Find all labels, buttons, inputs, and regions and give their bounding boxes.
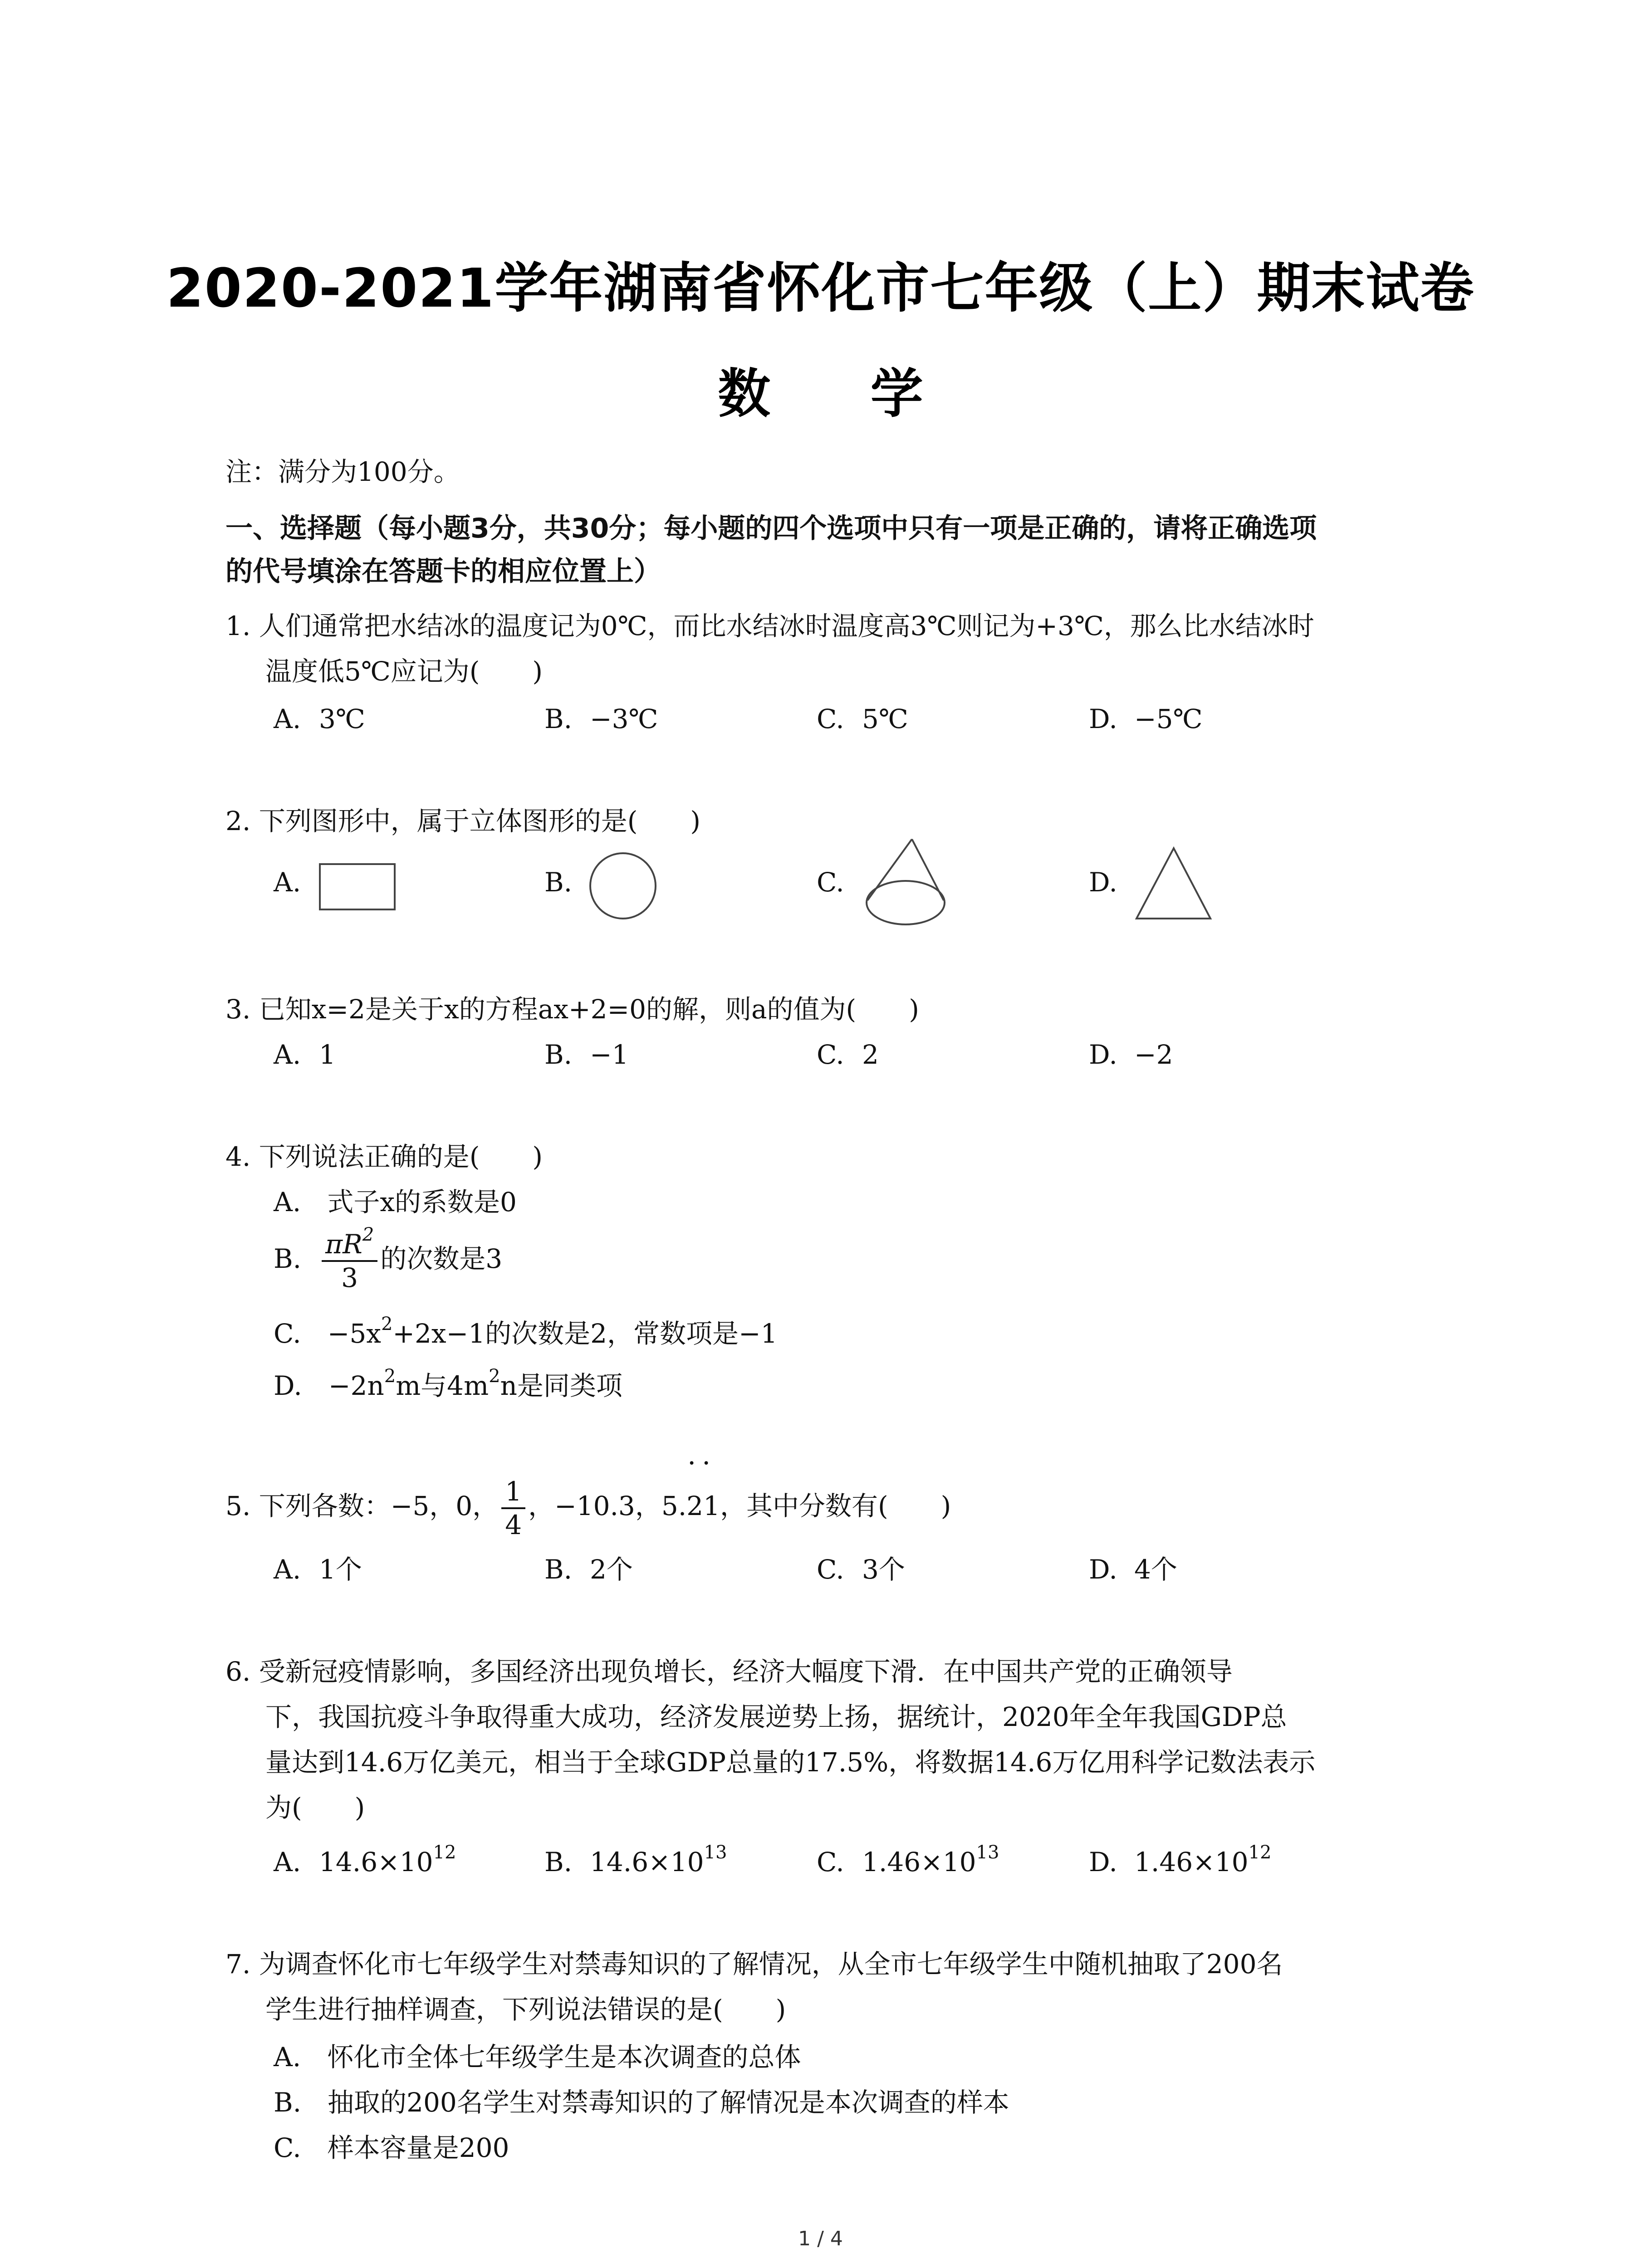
question-text: 5. 下列各数：−5，0， [225,1491,499,1521]
page-number: 1 / 4 [798,2227,843,2250]
fraction [501,1476,525,1541]
option-label: B. [544,1847,573,1877]
q7-option-c: C. 样本容量是200 [274,2132,509,2163]
exponent: 13 [704,1842,727,1863]
option-label: B. [544,1554,573,1585]
section-heading-line2: 的代号填涂在答题卡的相应位置上） [225,556,661,587]
question-text: ，−10.3，5. [528,1491,687,1521]
option-text: −1 [590,1039,629,1070]
exponent: 2 [489,1366,500,1387]
option-text: 1 [319,1039,336,1070]
option-text: 14.6×10 [590,1847,704,1877]
option-text: 1.46×10 [1134,1847,1249,1877]
option-label: B. [274,1243,302,1274]
option-text: 2 [862,1039,879,1070]
option-label: A. [274,1039,301,1070]
option-text: C. −5x [274,1318,381,1349]
repeating-digits: 21 [686,1491,720,1521]
q3-option-b [544,1036,629,1073]
question-text: ，其中分数有( ) [720,1491,951,1521]
q7-line2: 学生进行抽样调查，下列说法错误的是( ) [265,1994,786,2025]
option-text: m与4m [396,1370,489,1401]
q7-line1: 7. 为调查怀化市七年级学生对禁毒知识的了解情况，从全市七年级学生中随机抽取了200名 [225,1949,1283,1980]
triangle-shape [1136,848,1210,919]
option-text: 3个 [862,1554,905,1585]
q6-line2: 下，我国抗疫斗争取得重大成功，经济发展逆势上扬，据统计，2020年全年我国GDP总 [265,1701,1287,1732]
option-text: 3℃ [319,704,365,734]
q1-line1: 1. 人们通常把水结冰的温度记为0℃，而比水结冰时温度高3℃则记为+3℃，那么比水结冰时 [225,611,1314,641]
q3-option-d [1089,1036,1173,1073]
q3-option-a [274,1036,336,1073]
option-label: D. [1089,1554,1117,1585]
q6-line1: 6. 受新冠疫情影响，多国经济出现负增长，经济大幅度下滑．在中国共产党的正确领导 [225,1656,1233,1687]
q5-option-c [817,1551,905,1588]
option-label: A. [274,1847,301,1877]
section-heading-line1: 一、选择题（每小题3分，共30分；每小题的四个选项中只有一项是正确的，请将正确选项 [225,513,1317,544]
cone-shape [867,839,945,924]
option-text: +2x−1的次数是2，常数项是−1 [392,1318,778,1349]
exam-note: 注：满分为100分。 [225,456,460,487]
q6-line4: 为( ) [265,1792,365,1823]
numerator-text: πR [325,1228,362,1260]
exponent: 13 [976,1842,999,1863]
exponent: 2 [384,1366,396,1387]
q4-option-d [274,1368,622,1404]
q4-option-c [274,1315,778,1352]
q5-line1 [225,1447,951,1541]
q6-option-d [1089,1844,1271,1880]
option-text: −2 [1134,1039,1173,1070]
option-label: D. [1089,1847,1117,1877]
option-text: 2个 [590,1554,633,1585]
circle-shape [590,853,656,919]
option-label: B. [544,704,573,734]
q4-option-a: A. 式子x的系数是0 [274,1187,517,1217]
exponent: 2 [381,1314,393,1334]
exponent: 12 [433,1842,456,1863]
q2-label-b: B. [544,867,573,898]
option-text: 4个 [1134,1554,1177,1585]
option-label: C. [817,704,844,734]
page-title: 2020-2021学年湖南省怀化市七年级（上）期末试卷 [166,257,1475,319]
rectangle-shape [320,864,395,909]
option-text: 5℃ [862,704,908,734]
q5-option-b [544,1551,633,1588]
option-text: 的次数是3 [380,1243,503,1274]
option-label: C. [817,1847,844,1877]
q4-line1: 4. 下列说法正确的是( ) [225,1141,543,1172]
q1-line2: 温度低5℃应记为( ) [265,656,543,687]
q6-option-b [544,1844,727,1880]
fraction-denominator: 3 [341,1262,358,1293]
option-text: 1.46×10 [862,1847,976,1877]
q4-option-b [274,1225,502,1294]
q6-line3: 量达到14.6万亿美元，相当于全球GDP总量的17.5%，将数据14.6万亿用科学记数法表示 [265,1747,1316,1778]
option-label: C. [817,1554,844,1585]
q5-option-d [1089,1551,1177,1588]
q2-label-c: C. [817,867,844,898]
option-text: 1个 [319,1554,362,1585]
option-label: D. [1089,704,1117,734]
option-label: B. [544,1039,573,1070]
repeat-dot: · [702,1447,711,1479]
exponent: 2 [362,1224,374,1245]
q5-option-a [274,1551,362,1588]
q3-option-c [817,1036,879,1073]
q3-line1: 3. 已知x=2是关于x的方程ax+2=0的解，则a的值为( ) [225,994,919,1025]
option-text: n是同类项 [500,1370,622,1401]
q2-label-a: A. [274,867,301,898]
fraction-denominator: 4 [505,1509,522,1540]
repeat-dot: · [687,1447,696,1479]
q7-option-a: A. 怀化市全体七年级学生是本次调查的总体 [274,2042,801,2072]
q2-line1: 2. 下列图形中，属于立体图形的是( ) [225,806,701,836]
option-label: D. [1089,1039,1117,1070]
option-label: A. [274,704,301,734]
fraction-numerator [322,1224,377,1262]
option-text: D. −2n [274,1370,384,1401]
q6-option-c [817,1844,999,1880]
fraction [322,1224,377,1294]
fraction-numerator: 1 [501,1476,525,1509]
exponent: 12 [1248,1842,1272,1863]
q2-label-d: D. [1089,867,1117,898]
option-text: −5℃ [1134,704,1203,734]
repeating-decimal [686,1447,720,1540]
page-subtitle: 数 学 [718,363,964,425]
option-label: A. [274,1554,301,1585]
q6-option-a [274,1844,456,1880]
option-text: 14.6×10 [319,1847,433,1877]
option-text: −3℃ [590,704,658,734]
q7-option-b: B. 抽取的200名学生对禁毒知识的了解情况是本次调查的样本 [274,2087,1009,2118]
option-label: C. [817,1039,844,1070]
